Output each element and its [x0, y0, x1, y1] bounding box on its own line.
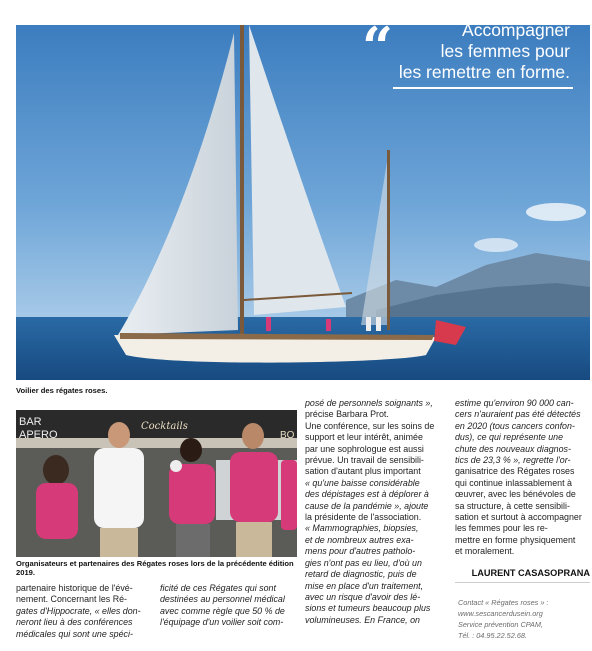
- text-line: neront lieu à des conférences: [16, 617, 133, 628]
- text-line: tics de 23,3 % », regrette l'or-: [455, 455, 571, 466]
- sign-bo: BO: [280, 430, 295, 441]
- author-byline: LAURENT CASASOPRANA: [471, 568, 590, 578]
- text-line: support et leur intérêt, animée: [305, 432, 423, 443]
- event-photo: [16, 410, 297, 557]
- text-line: la présidente de l'association.: [305, 512, 422, 523]
- column-mid-bottom: [160, 583, 297, 629]
- text-line: par une sophrologue est aussi: [305, 443, 424, 454]
- text-line: destinées au personnel médical: [160, 594, 285, 605]
- quote-underline: [393, 87, 573, 89]
- text-line: cers n'auraient pas été détectés: [455, 409, 581, 420]
- text-line: des dépistages est à déplorer à: [305, 489, 429, 500]
- event-caption: [16, 559, 297, 577]
- divider: [455, 582, 590, 583]
- text-line: « Mammographies, biopsies,: [305, 523, 419, 534]
- text-line: précise Barbara Prot.: [305, 409, 389, 420]
- text-line: mettre en forme physiquement: [455, 534, 576, 545]
- text-line: Une conférence, sur les soins de: [305, 420, 435, 431]
- sign-cocktails: Cocktails: [141, 421, 188, 432]
- text-line: œuvrer, avec les bénévoles de: [455, 489, 576, 500]
- text-line: gates d'Hippocrate, « elles don-: [16, 605, 141, 616]
- column-center: [305, 398, 445, 626]
- sign-bar: BAR: [19, 416, 42, 428]
- text-line: l'équipage d'un voilier soit com-: [160, 617, 284, 628]
- text-line: partenaire historique de l'évé-: [16, 583, 133, 593]
- text-line: ganisatrice des Régates roses: [455, 466, 575, 477]
- text-line: mens pour d'autres patholo-: [305, 546, 416, 557]
- contact-line: Contact « Régates roses » :: [458, 598, 549, 607]
- column-left-bottom: [16, 583, 151, 640]
- text-line: avec un risque d'avoir des lé-: [305, 591, 421, 602]
- hero-caption: Voilier des régates roses.: [16, 386, 108, 395]
- text-line: dus), ce qui représente une: [455, 432, 564, 443]
- text-line: qui continue inlassablement à: [455, 477, 572, 488]
- text-line: ficité de ces Régates qui sont: [160, 583, 276, 593]
- text-line: avec comme règle que 50 % de: [160, 605, 285, 616]
- text-line: sa structure, à cette sensibili-: [455, 500, 570, 511]
- text-line: médicales qui sont une spéci-: [16, 628, 133, 639]
- text-line: mise en place d'un traitement,: [305, 580, 424, 591]
- text-line: nement. Concernant les Ré-: [16, 594, 127, 605]
- text-line: « qu'une baisse considérable: [305, 477, 420, 488]
- event-caption-line: Organisateurs et partenaires des Régates roses lors de la précédente édition: [16, 559, 294, 568]
- quote-mark-icon: “: [362, 15, 390, 79]
- text-line: chute des nouveaux diagnos-: [455, 443, 571, 454]
- sign-apero: APERO: [19, 429, 58, 441]
- pull-quote-line: Accompagner: [462, 20, 570, 40]
- text-line: cause de la pandémie », ajoute: [305, 500, 429, 511]
- text-line: volumineuses. En France, on: [305, 614, 420, 625]
- organisers-image: [16, 410, 297, 557]
- contact-box: [458, 597, 592, 641]
- text-line: les femmes pour les re-: [455, 523, 548, 534]
- text-line: en 2020 (tous cancers confon-: [455, 420, 575, 431]
- pull-quote: [380, 20, 570, 83]
- text-line: sation et surtout à accompagner: [455, 512, 582, 523]
- event-caption-line: 2019.: [16, 568, 36, 577]
- text-line: posé de personnels soignants »,: [305, 398, 433, 408]
- pull-quote-line: les femmes pour: [440, 41, 570, 61]
- text-line: estime qu'environ 90 000 can-: [455, 398, 574, 408]
- text-line: et moralement.: [455, 546, 515, 557]
- contact-line: Service prévention CPAM,: [458, 620, 544, 629]
- text-line: sions et tumeurs beaucoup plus: [305, 603, 431, 614]
- text-line: gies n'ont pas eu lieu, d'où un: [305, 557, 422, 568]
- pull-quote-line: les remettre en forme.: [398, 62, 570, 82]
- text-line: et de nombreux autres exa-: [305, 534, 414, 545]
- text-line: sation d'autant plus important: [305, 466, 421, 477]
- text-line: retard de diagnostic, puis de: [305, 569, 417, 580]
- column-right: [455, 398, 590, 558]
- text-line: prévue. Un travail de sensibili-: [305, 455, 424, 466]
- contact-link[interactable]: www.sescancerdusein.org: [458, 609, 543, 618]
- contact-phone: Tél. : 04.95.22.52.68.: [458, 631, 527, 640]
